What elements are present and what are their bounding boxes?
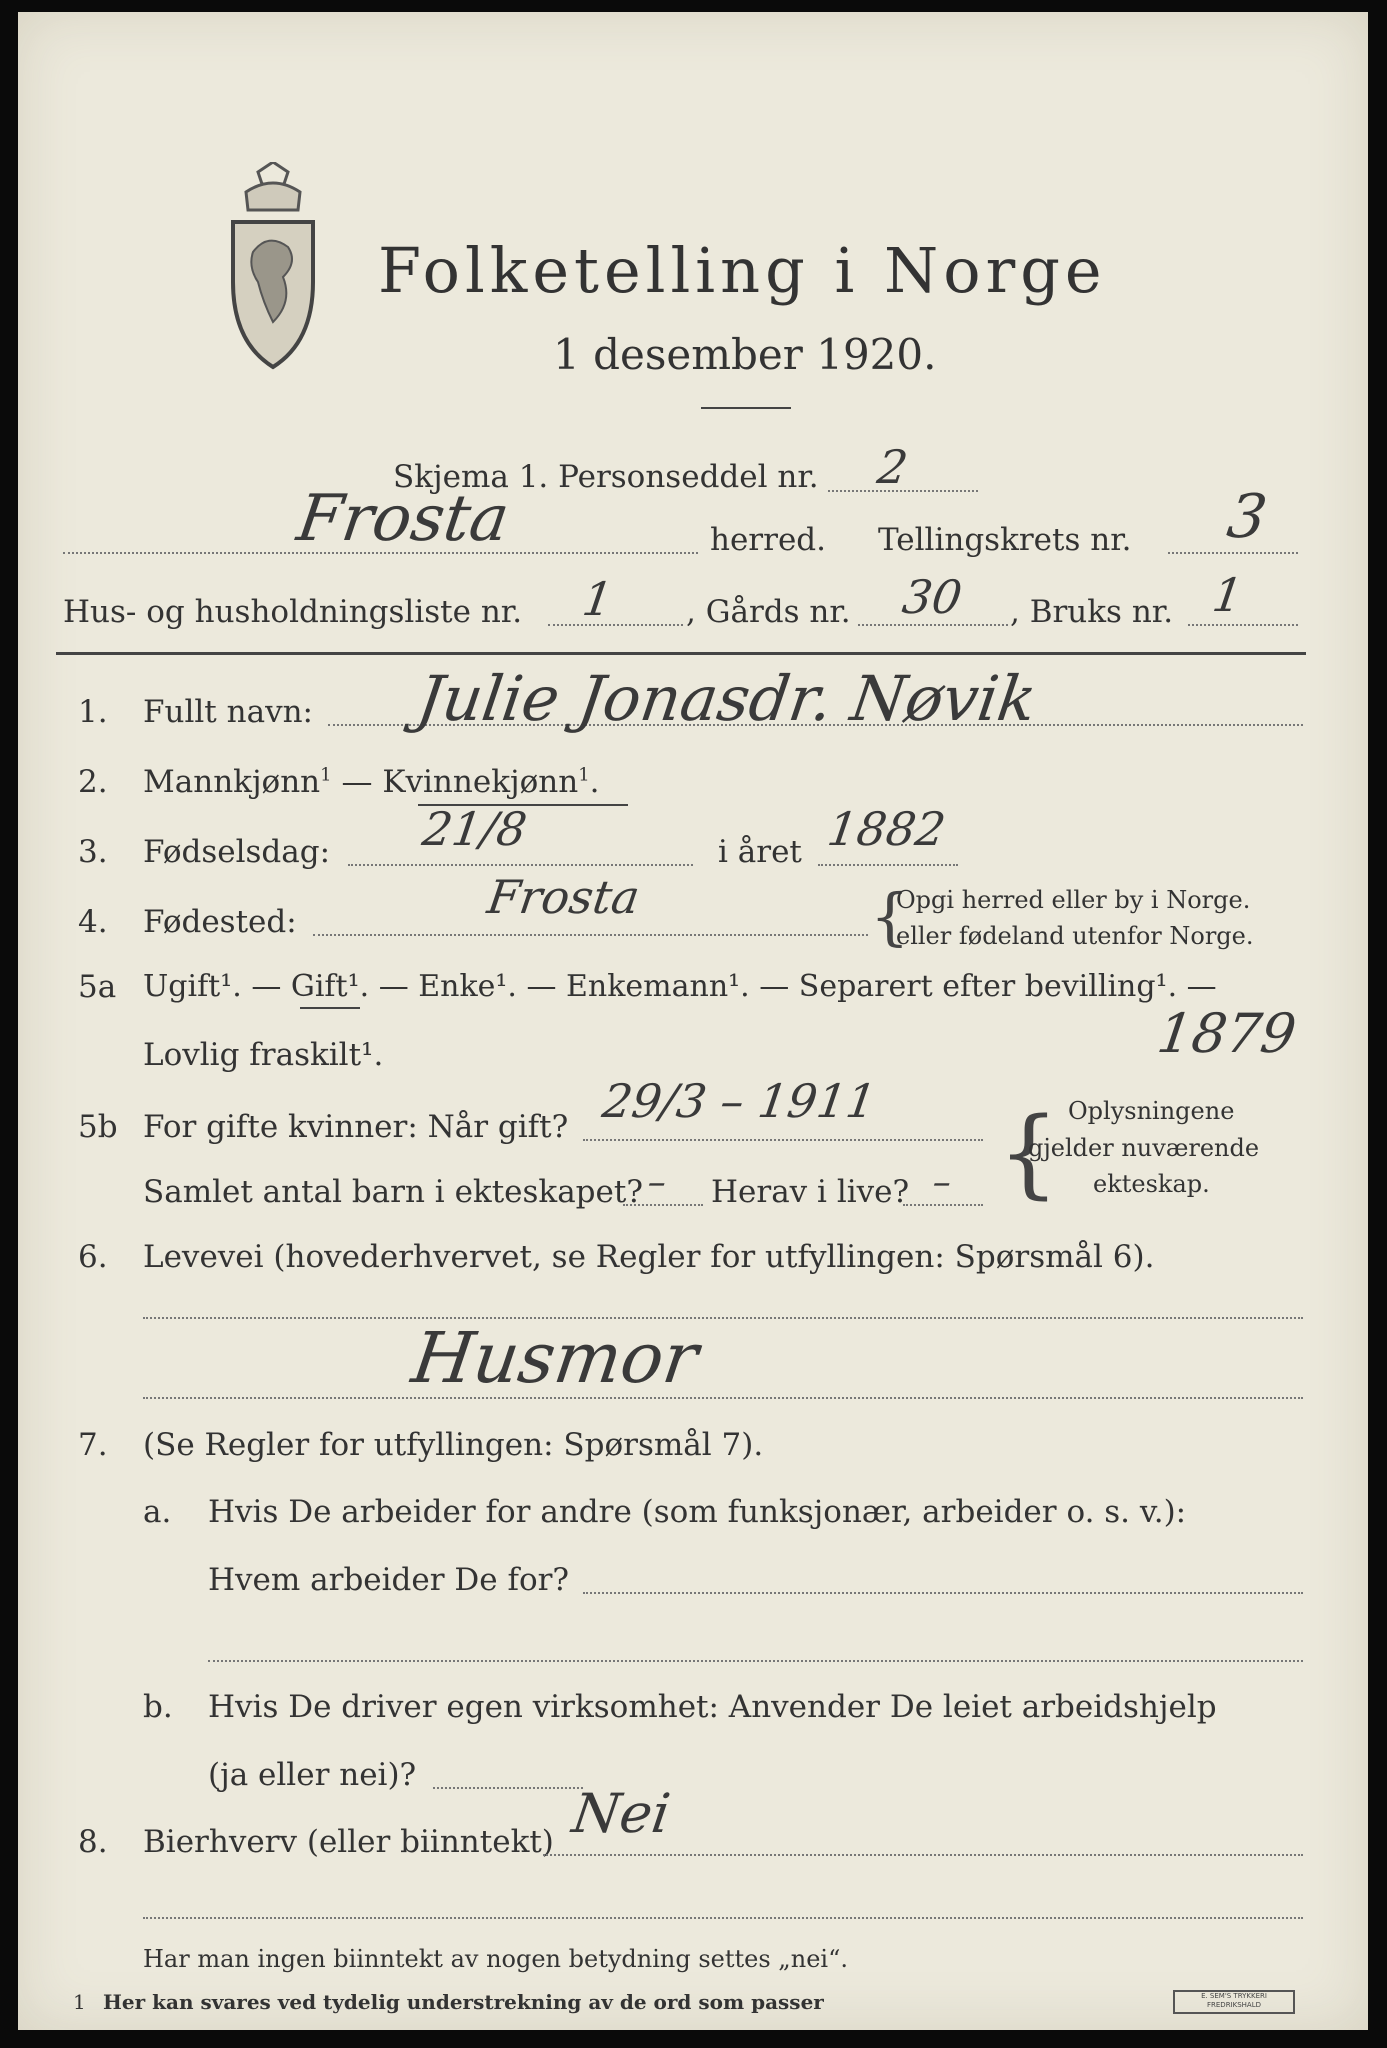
q5b-line-3 — [903, 1204, 983, 1206]
q7a-line1: Hvis De arbeider for andre (som funksjonær, arbeider o. s. v.): — [208, 1494, 1187, 1530]
q6-number: 6. — [78, 1239, 108, 1275]
q5a-number: 5a — [78, 969, 117, 1005]
q3-line — [348, 864, 693, 866]
header-divider — [56, 652, 1306, 655]
q4-label: Fødested: — [143, 904, 297, 940]
q7-number: 7. — [78, 1427, 108, 1463]
q6-value[interactable]: Husmor — [407, 1317, 703, 1399]
q3-year-label: i året — [718, 834, 802, 870]
census-form-page — [18, 12, 1368, 2030]
q3-label: Fødselsdag: — [143, 834, 331, 870]
q5b-brace: { — [998, 1097, 1060, 1209]
q7a-number: a. — [143, 1494, 172, 1530]
q5b-value-3[interactable]: – — [930, 1162, 954, 1203]
q5b-label-3: Herav i live? — [711, 1174, 910, 1210]
personseddel-value[interactable]: 2 — [874, 440, 912, 494]
q5b-note-1: Oplysningene — [1068, 1097, 1235, 1125]
form-title: Folketelling i Norge — [378, 234, 1107, 307]
q7b-line2: (ja eller nei)? — [208, 1757, 417, 1793]
q4-brace: { — [870, 880, 910, 953]
q5a-margin-value: 1879 — [1153, 1002, 1300, 1065]
q5b-line-2 — [623, 1204, 703, 1206]
herred-value[interactable]: Frosta — [292, 482, 514, 556]
q5b-value-1[interactable]: 29/3 – 1911 — [599, 1074, 880, 1128]
q7b-line1: Hvis De driver egen virksomhet: Anvender De leiet arbeidshjelp — [208, 1689, 1217, 1725]
hus-line — [548, 624, 683, 626]
q7-label: (Se Regler for utfyllingen: Spørsmål 7). — [143, 1427, 764, 1463]
form-date: 1 desember 1920. — [553, 330, 937, 379]
q1-value[interactable]: Julie Jonasdr. Nøvik — [412, 662, 1041, 735]
q5b-label-2: Samlet antal barn i ekteskapet? — [143, 1174, 643, 1210]
q3-year-line — [818, 864, 958, 866]
footer-note: Har man ingen biinntekt av nogen betydning settes „nei“. — [143, 1945, 848, 1973]
gards-label: , Gårds nr. — [686, 594, 851, 630]
title-divider — [701, 407, 791, 409]
q1-label: Fullt navn: — [143, 694, 313, 730]
q2-options: Mannkjønn$^1$ — Kvinnekjønn$^1$. — [143, 764, 600, 800]
hus-label: Hus- og husholdningsliste nr. — [63, 594, 523, 630]
skjema-label: Skjema 1. Personseddel nr. — [393, 459, 819, 495]
bruks-label: , Bruks nr. — [1010, 594, 1174, 630]
bruks-line — [1188, 624, 1298, 626]
tellingskrets-value[interactable]: 3 — [1223, 482, 1272, 552]
q5b-line-1 — [583, 1139, 983, 1141]
q3-value[interactable]: 21/8 — [419, 802, 531, 856]
q5a-options[interactable]: Ugift¹. — Gift¹. — Enke¹. — Enkemann¹. — Separert efter bevilling¹. — — [143, 969, 1217, 1004]
q8-line-2 — [143, 1917, 1303, 1919]
q3-year-value[interactable]: 1882 — [824, 802, 949, 856]
q4-value[interactable]: Frosta — [484, 870, 643, 924]
q8-value[interactable]: Nei — [568, 1782, 674, 1845]
q6-line-1 — [143, 1317, 1303, 1319]
hus-value[interactable]: 1 — [579, 572, 617, 626]
q5b-label-1: For gifte kvinner: Når gift? — [143, 1109, 569, 1145]
tellingskrets-label: Tellingskrets nr. — [878, 522, 1132, 558]
gards-value[interactable]: 30 — [899, 570, 966, 624]
herred-label: herred. — [710, 522, 826, 558]
q6-label: Levevei (hovederhvervet, se Regler for utfyllingen: Spørsmål 6). — [143, 1239, 1155, 1275]
q1-number: 1. — [78, 694, 108, 730]
q4-number: 4. — [78, 904, 108, 940]
q5b-note-3: ekteskap. — [1093, 1170, 1210, 1198]
q3-number: 3. — [78, 834, 108, 870]
q5b-note-2: gjelder nuværende — [1028, 1134, 1260, 1162]
printer-stamp: E. SEM'S TRYKKERI FREDRIKSHALD — [1173, 1990, 1295, 2014]
q4-note-2: eller fødeland utenfor Norge. — [896, 922, 1254, 950]
q2-option-kvinne[interactable]: Kvinnekjønn — [382, 764, 579, 800]
bruks-value[interactable]: 1 — [1209, 568, 1247, 622]
q8-line — [543, 1854, 1303, 1856]
q7b-number: b. — [143, 1689, 173, 1725]
q7b-answer-line[interactable] — [433, 1787, 583, 1789]
q5b-number: 5b — [78, 1109, 118, 1145]
q2-option-mann[interactable]: Mannkjønn — [143, 764, 321, 800]
coat-of-arms-icon — [218, 162, 328, 372]
q8-number: 8. — [78, 1824, 108, 1860]
q8-label: Bierhverv (eller biinntekt) — [143, 1824, 554, 1860]
q7a-answer-line-2[interactable] — [208, 1660, 1303, 1662]
q4-line — [313, 934, 868, 936]
q4-note-1: Opgi herred eller by i Norge. — [896, 886, 1251, 914]
footnote-text: Her kan svares ved tydelig understrekning av de ord som passer — [103, 1990, 824, 2014]
gards-line — [858, 624, 1008, 626]
q5a-selected-underline — [300, 1007, 360, 1009]
q2-number: 2. — [78, 764, 108, 800]
q6-line-2 — [143, 1397, 1303, 1399]
q7a-line2: Hvem arbeider De for? — [208, 1562, 570, 1598]
footnote-number: 1 — [73, 1990, 86, 2014]
q5b-value-2[interactable]: – — [645, 1162, 669, 1203]
q5a-line2: Lovlig fraskilt¹. — [143, 1037, 384, 1073]
tellingskrets-line — [1168, 552, 1298, 554]
q7a-answer-line-1[interactable] — [583, 1592, 1303, 1594]
